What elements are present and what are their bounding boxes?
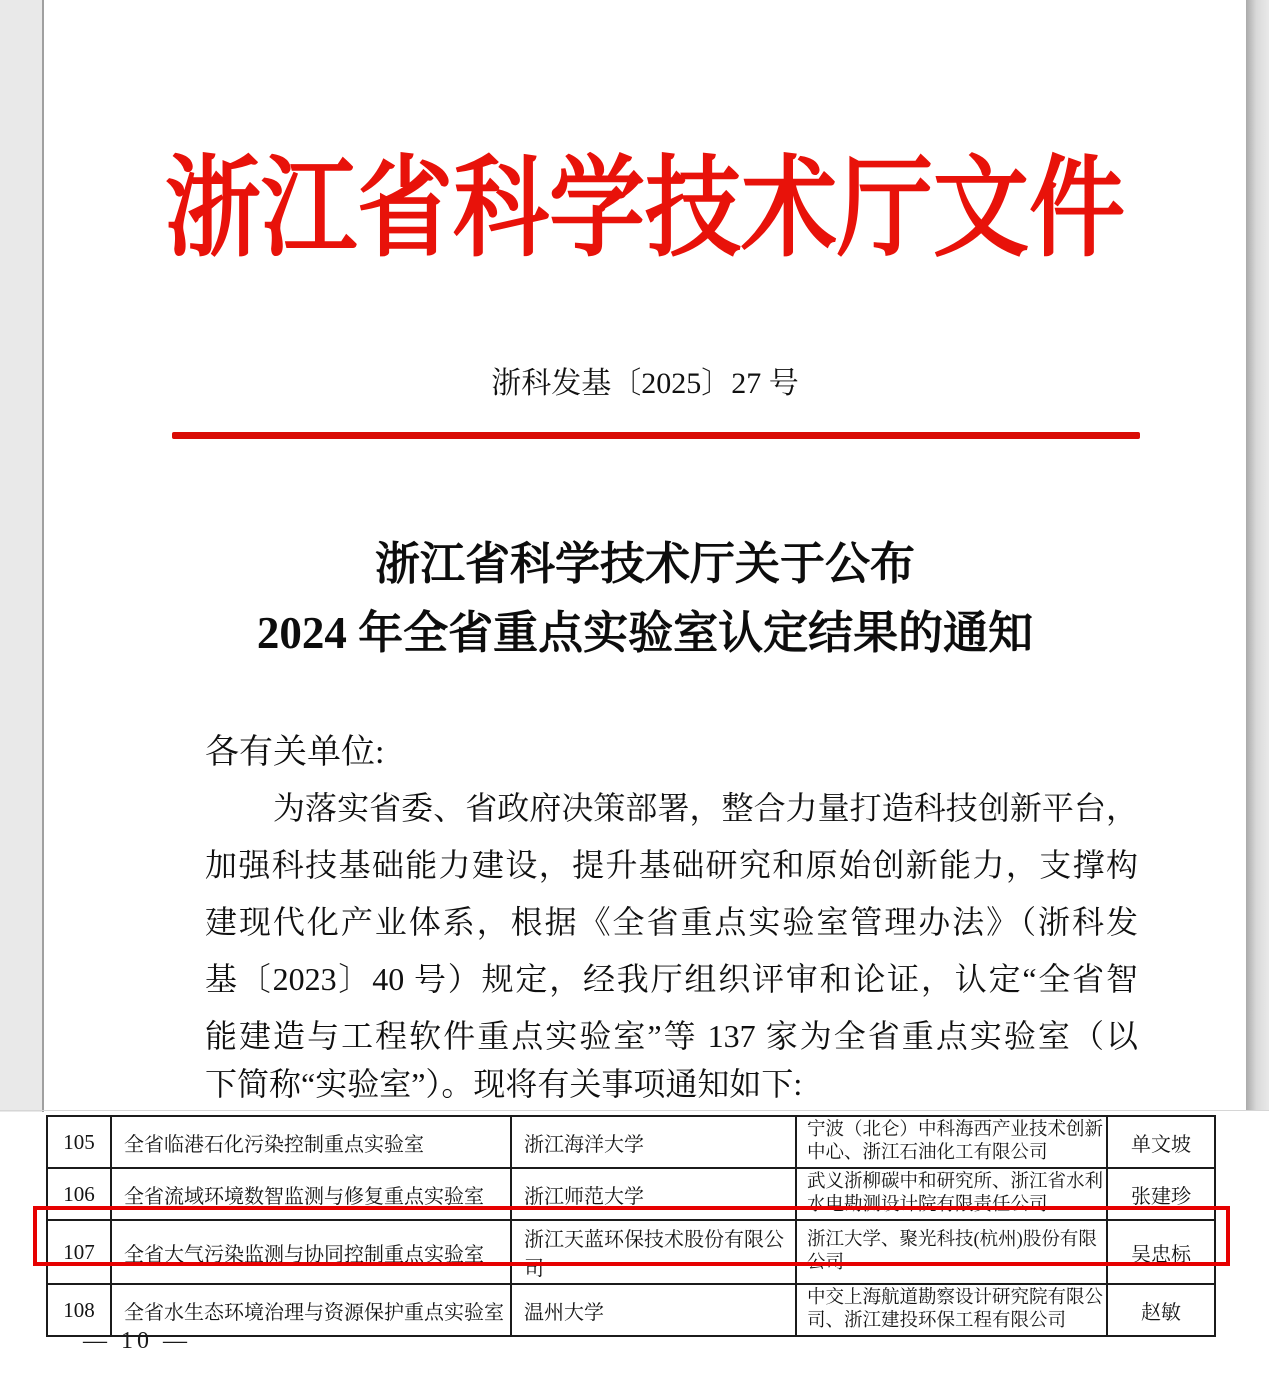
red-divider-rule xyxy=(172,432,1140,439)
body-line-1: 为落实省委、省政府决策部署，整合力量打造科技创新平台， xyxy=(273,790,1138,826)
body-line-6: 下简称“实验室”）。现将有关事项通知如下: xyxy=(205,1066,803,1102)
row-number-cell: 106 xyxy=(47,1168,111,1220)
body-line-2: 加强科技基础能力建设，提升基础研究和原始创新能力，支撑构 xyxy=(205,847,1138,883)
partner-orgs-cell: 宁波（北仑）中科海西产业技术创新中心、浙江石油化工有限公司 xyxy=(796,1116,1107,1168)
doc-number: 浙科发基〔2025〕27 号 xyxy=(491,367,799,400)
partner-orgs-cell: 浙江大学、聚光科技(杭州)股份有限公司 xyxy=(796,1220,1107,1284)
table-row-highlighted xyxy=(47,1220,1215,1284)
left-page-margin xyxy=(0,0,44,1112)
director-cell: 单文坡 xyxy=(1107,1116,1215,1168)
notice-title-line1: 浙江省科学技术厅关于公布 xyxy=(374,539,915,589)
director-cell: 张建珍 xyxy=(1107,1168,1215,1220)
salutation: 各有关单位: xyxy=(205,734,385,771)
director-cell: 赵敏 xyxy=(1107,1284,1215,1336)
table-row xyxy=(47,1116,1215,1168)
row-number-cell: 107 xyxy=(47,1220,111,1284)
body-line-5: 能建造与工程软件重点实验室”等 137 家为全省重点实验室（以 xyxy=(205,1018,1138,1054)
body-line-3: 建现代化产业体系，根据《全省重点实验室管理办法》（浙科发 xyxy=(205,904,1138,940)
results-table xyxy=(46,1115,1216,1337)
banner-title: 浙江省科学技术厅文件 xyxy=(165,147,1125,270)
row-number-cell: 108 xyxy=(47,1284,111,1336)
partner-orgs-cell: 武义浙柳碳中和研究所、浙江省水利水电勘测设计院有限责任公司 xyxy=(796,1168,1107,1220)
row-number-cell: 105 xyxy=(47,1116,111,1168)
table-row xyxy=(47,1168,1215,1220)
host-org-cell: 浙江师范大学 xyxy=(511,1168,796,1220)
partner-orgs-cell: 中交上海航道勘察设计研究院有限公司、浙江建投环保工程有限公司 xyxy=(796,1284,1107,1336)
page-section-divider xyxy=(0,1110,1269,1111)
lab-name-cell: 全省大气污染监测与协同控制重点实验室 xyxy=(111,1220,511,1284)
director-cell: 吴忠标 xyxy=(1107,1220,1215,1284)
body-line-4: 基〔2023〕40 号）规定，经我厅组织评审和论证，认定“全省智 xyxy=(205,961,1138,997)
notice-title-line2: 2024 年全省重点实验室认定结果的通知 xyxy=(256,608,1034,658)
host-org-cell: 温州大学 xyxy=(511,1284,796,1336)
right-page-margin xyxy=(1246,0,1269,1110)
lab-name-cell: 全省流域环境数智监测与修复重点实验室 xyxy=(111,1168,511,1220)
table-row xyxy=(47,1284,1215,1336)
page-number: — 10 — xyxy=(83,1328,191,1354)
host-org-cell: 浙江海洋大学 xyxy=(511,1116,796,1168)
host-org-cell: 浙江天蓝环保技术股份有限公司 xyxy=(511,1220,796,1284)
lab-name-cell: 全省临港石化污染控制重点实验室 xyxy=(111,1116,511,1168)
lab-name-cell: 全省水生态环境治理与资源保护重点实验室 xyxy=(111,1284,511,1336)
